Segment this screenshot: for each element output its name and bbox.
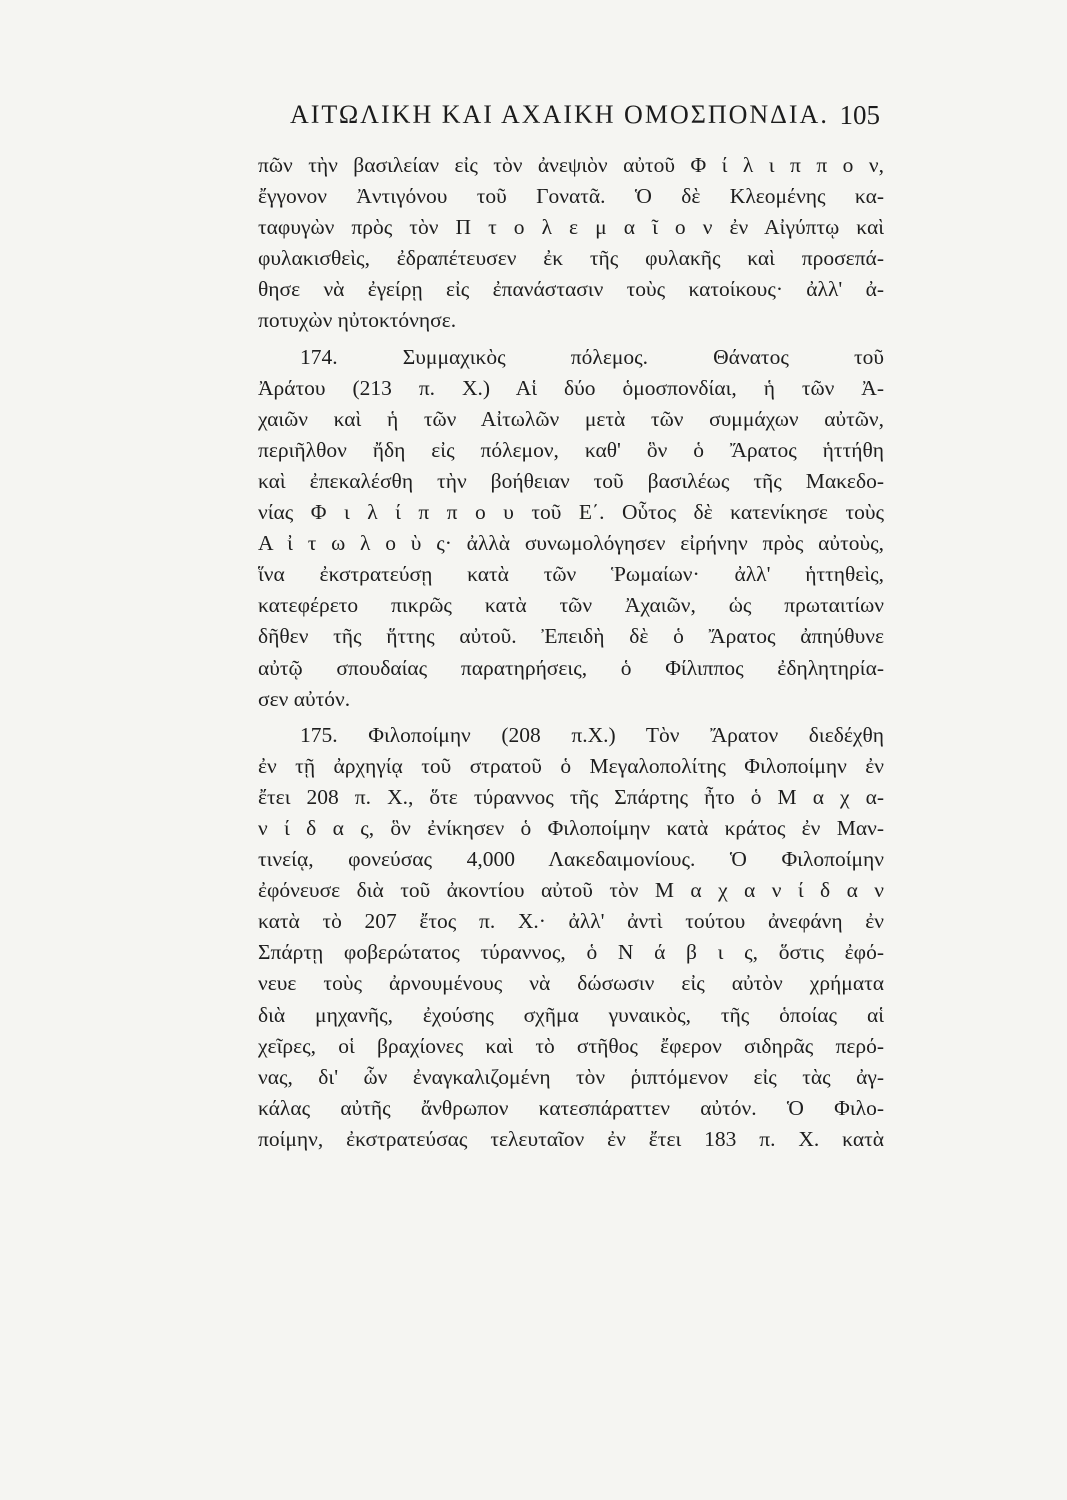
text-line: αὐτῷ σπουδαίας παρατηρήσεις, ὁ Φίλιππος ἐδηλητηρία-: [258, 655, 884, 680]
text-line: σεν αὐτόν.: [258, 686, 351, 711]
text-line: ἐν τῇ ἀρχηγίᾳ τοῦ στρατοῦ ὁ Μεγαλοπολίτης Φιλοποίμην ἐν: [258, 753, 884, 778]
running-header: [290, 100, 880, 140]
text-line: ποτυχὼν ηὐτοκτόνησε.: [258, 308, 457, 333]
text-line: κάλας αὐτῆς ἄνθρωπον κατεσπάραττεν αὐτόν. Ὁ Φιλο-: [258, 1095, 884, 1120]
body-text: [258, 150, 884, 1155]
text-line: Α ἰ τ ω λ ο ὺ ς· ἀλλὰ συνωμολόγησεν εἰρήνην πρὸς αὐτοὺς,: [258, 531, 884, 556]
text-line: νίας Φ ι λ ί π π ο υ τοῦ Ε΄. Οὗτος δὲ κατενίκησε τοὺς: [258, 500, 884, 525]
text-line: Σπάρτῃ φοβερώτατος τύραννος, ὁ Ν ά β ι ς, ὅστις ἐφό-: [258, 940, 884, 965]
text-line: 175. Φιλοποίμην (208 π.Χ.) Τὸν Ἄρατον διεδέχθη: [300, 722, 884, 747]
text-line: τινείᾳ, φονεύσας 4,000 Λακεδαιμονίους. Ὁ Φιλοποίμην: [258, 847, 884, 872]
text-line: θησε νὰ ἐγείρῃ εἰς ἐπανάστασιν τοὺς κατοίκους· ἀλλ' ἀ-: [258, 277, 884, 302]
text-line: χεῖρες, οἱ βραχίονες καὶ τὸ στῆθος ἔφερον σιδηρᾶς περό-: [258, 1033, 884, 1058]
text-line: χαιῶν καὶ ἡ τῶν Αἰτωλῶν μετὰ τῶν συμμάχων αὐτῶν,: [258, 406, 884, 431]
text-line: δῆθεν τῆς ἥττης αὐτοῦ. Ἐπειδὴ δὲ ὁ Ἄρατος ἀπηύθυνε: [258, 624, 884, 649]
text-line: φυλακισθεὶς, ἐδραπέτευσεν ἐκ τῆς φυλακῆς καὶ προσεπά-: [258, 246, 884, 271]
text-line: περιῆλθον ἤδη εἰς πόλεμον, καθ' ὃν ὁ Ἄρατος ἡττήθη: [258, 437, 884, 462]
text-line: νευε τοὺς ἀρνουμένους νὰ δώσωσιν εἰς αὐτὸν χρήματα: [258, 971, 884, 996]
text-line: κατὰ τὸ 207 ἔτος π. Χ.· ἀλλ' ἀντὶ τούτου ἀνεφάνη ἐν: [258, 909, 884, 934]
page-number: 105: [839, 100, 880, 130]
text-line: Ἀράτου (213 π. Χ.) Αἱ δύο ὁμοσπονδίαι, ἡ τῶν Ἀ-: [258, 375, 884, 400]
text-line: ἵνα ἐκστρατεύσῃ κατὰ τῶν Ῥωμαίων· ἀλλ' ἡττηθεὶς,: [258, 562, 884, 587]
text-line: πῶν τὴν βασιλείαν εἰς τὸν ἀνεψιὸν αὐτοῦ Φ ί λ ι π π ο ν,: [258, 153, 884, 177]
text-line: κατεφέρετο πικρῶς κατὰ τῶν Ἀχαιῶν, ὡς πρωταιτίων: [258, 593, 884, 618]
text-line: ποίμην, ἐκστρατεύσας τελευταῖον ἐν ἔτει 183 π. Χ. κατὰ: [258, 1126, 884, 1151]
text-line: νας, δι' ὧν ἐναγκαλιζομένη τὸν ῥιπτόμενον εἰς τὰς ἀγ-: [258, 1064, 884, 1089]
text-line: ν ί δ α ς, ὃν ἐνίκησεν ὁ Φιλοποίμην κατὰ κράτος ἐν Μαν-: [258, 815, 884, 840]
text-line: ἔτει 208 π. Χ., ὅτε τύραννος τῆς Σπάρτης ἦτο ὁ Μ α χ α-: [258, 784, 884, 809]
text-line: ταφυγὼν πρὸς τὸν Π τ ο λ ε μ α ῖ ο ν ἐν Αἰγύπτῳ καὶ: [258, 215, 884, 240]
running-title: ΑΙΤΩΛΙΚΗ ΚΑΙ ΑΧΑΙΚΗ ΟΜΟΣΠΟΝΔΙΑ.: [290, 100, 829, 129]
text-line: ἔγγονον Ἀντιγόνου τοῦ Γονατᾶ. Ὁ δὲ Κλεομένης κα-: [258, 184, 884, 209]
text-line: ἐφόνευσε διὰ τοῦ ἀκοντίου αὐτοῦ τὸν Μ α χ α ν ί δ α ν: [258, 878, 884, 903]
text-line: 174. Συμμαχικὸς πόλεμος. Θάνατος τοῦ: [300, 344, 884, 369]
text-line: διὰ μηχανῆς, ἐχούσης σχῆμα γυναικὸς, τῆς ὁποίας αἱ: [258, 1002, 884, 1027]
text-line: καὶ ἐπεκαλέσθη τὴν βοήθειαν τοῦ βασιλέως τῆς Μακεδο-: [258, 468, 884, 493]
